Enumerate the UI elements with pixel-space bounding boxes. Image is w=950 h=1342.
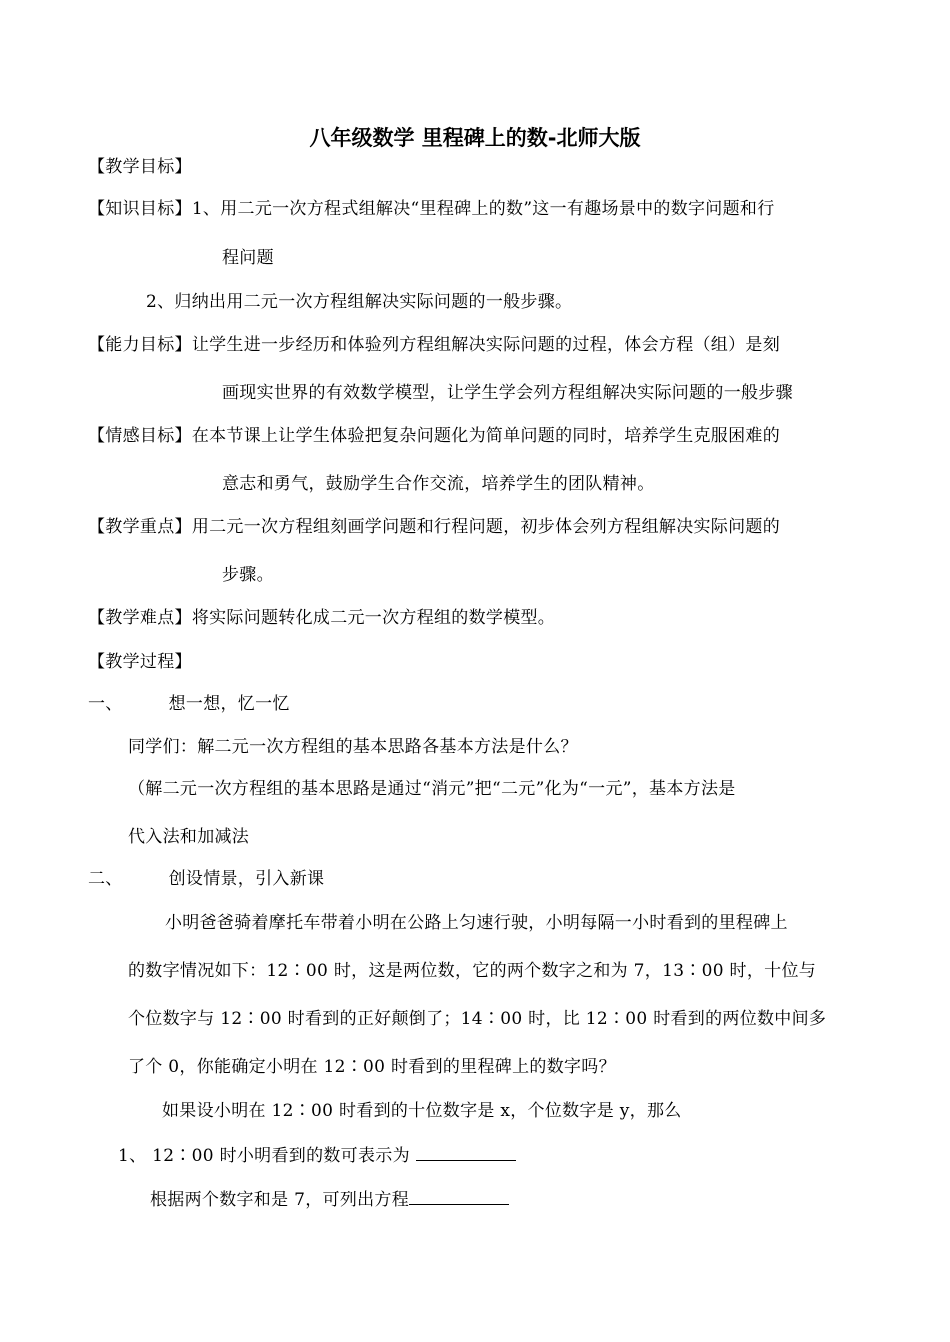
part1-number: 一、 (88, 694, 123, 714)
emotion-goal-text-2: 意志和勇气，鼓励学生合作交流，培养学生的团队精神。 (222, 474, 655, 494)
keypoint-line (88, 516, 780, 538)
knowledge-goal-text-3: 2、归纳出用二元一次方程组解决实际问题的一般步骤。 (146, 292, 573, 312)
part2-paragraph-2: 的数字情况如下：12∶00 时，这是两位数，它的两个数字之和为 7，13∶00 时，十位与 (128, 961, 817, 981)
part1-heading-line (88, 693, 290, 715)
question-1-line (118, 1144, 516, 1167)
ability-goal-line (88, 334, 780, 356)
knowledge-goal-line (88, 198, 775, 220)
question-1-text: 1、 12∶00 时小明看到的数可表示为 (118, 1146, 410, 1166)
emotion-goal-line (88, 425, 780, 447)
part1-heading: 想一想，忆一忆 (168, 694, 290, 714)
keypoint-text-1: 用二元一次方程组刻画学问题和行程问题，初步体会列方程组解决实际问题的 (191, 517, 781, 537)
part2-paragraph-3: 个位数字与 12∶00 时看到的正好颠倒了；14∶00 时，比 12∶00 时看到的两位数中间多 (128, 1009, 827, 1029)
part1-answer-1: （解二元一次方程组的基本思路是通过“消元”把“二元”化为“一元”，基本方法是 (128, 779, 736, 799)
question-2-text: 根据两个数字和是 7，可列出方程 (150, 1190, 410, 1210)
keypoint-text-2: 步骤。 (222, 565, 274, 585)
knowledge-goal-text-2: 程问题 (222, 248, 274, 268)
section-goals: 【教学目标】 (88, 157, 192, 177)
keypoint-label: 【教学重点】 (88, 517, 192, 537)
emotion-goal-text-1: 在本节课上让学生体验把复杂问题化为简单问题的同时，培养学生克服困难的 (191, 426, 781, 446)
part2-heading-line (88, 868, 324, 890)
ability-goal-text-1: 让学生进一步经历和体验列方程组解决实际问题的过程，体会方程（组）是刻 (191, 335, 781, 355)
answer-blank-1[interactable] (416, 1144, 516, 1161)
document-title: 八年级数学 里程碑上的数-北师大版 (309, 126, 641, 150)
question-2-line (150, 1188, 509, 1211)
knowledge-goal-label: 【知识目标】 (88, 199, 192, 219)
ability-goal-label: 【能力目标】 (88, 335, 192, 355)
difficulty-label: 【教学难点】 (88, 608, 192, 628)
knowledge-goal-text-1: 1、用二元一次方程式组解决“里程碑上的数”这一有趣场景中的数字问题和行 (191, 199, 775, 219)
part2-paragraph-5: 如果设小明在 12∶00 时看到的十位数字是 x，个位数字是 y，那么 (162, 1101, 682, 1121)
answer-blank-2[interactable] (409, 1188, 509, 1205)
emotion-goal-label: 【情感目标】 (88, 426, 192, 446)
part1-answer-2: 代入法和加减法 (128, 827, 250, 847)
difficulty-text: 将实际问题转化成二元一次方程组的数学模型。 (191, 608, 556, 628)
process-label: 【教学过程】 (88, 652, 192, 672)
part2-heading: 创设情景，引入新课 (168, 869, 325, 889)
difficulty-line (88, 607, 555, 629)
part1-question: 同学们：解二元一次方程组的基本思路各基本方法是什么？ (128, 737, 578, 757)
part2-paragraph-1: 小明爸爸骑着摩托车带着小明在公路上匀速行驶，小明每隔一小时看到的里程碑上 (165, 913, 788, 933)
part2-paragraph-4: 了个 0，你能确定小明在 12∶00 时看到的里程碑上的数字吗？ (128, 1057, 616, 1077)
part2-number: 二、 (88, 869, 123, 889)
ability-goal-text-2: 画现实世界的有效数学模型，让学生学会列方程组解决实际问题的一般步骤 (222, 383, 793, 403)
